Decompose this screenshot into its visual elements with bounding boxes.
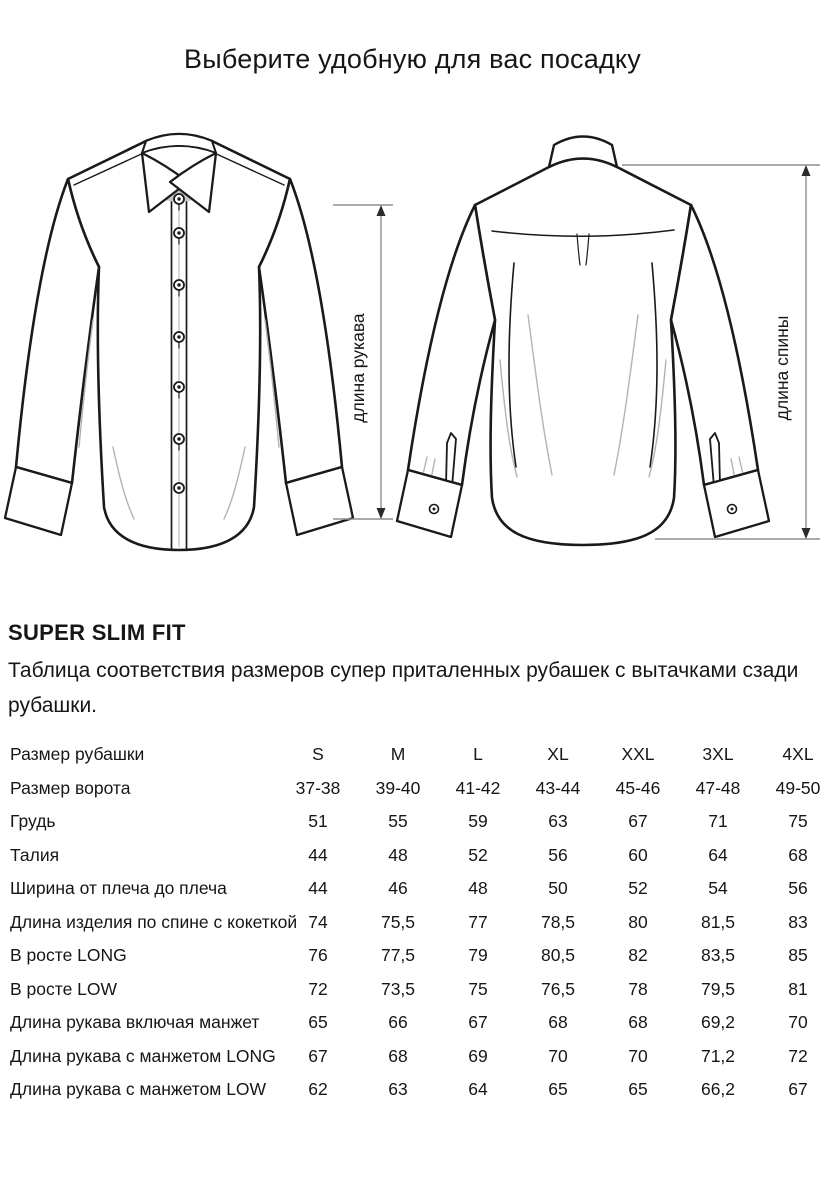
size-cell: 60: [628, 844, 648, 865]
size-header-cell: L: [473, 744, 483, 765]
size-cell: 75,5: [380, 911, 416, 932]
size-cell: 56: [548, 844, 568, 865]
size-cell: 82: [628, 945, 648, 966]
size-cell: 56: [788, 878, 808, 899]
section-heading: SUPER SLIM FIT: [8, 620, 186, 645]
size-cell: 66: [388, 1012, 408, 1033]
size-cell: 76,5: [540, 978, 576, 999]
size-cell: 70: [548, 1045, 568, 1066]
size-cell: 66,2: [700, 1079, 736, 1100]
table-row: [10, 1006, 825, 1040]
size-cell: 69: [468, 1045, 488, 1066]
size-cell: 39-40: [375, 777, 421, 798]
table-row: [10, 1040, 825, 1074]
size-cell: 70: [628, 1045, 648, 1066]
size-cell: 41-42: [455, 777, 501, 798]
size-cell: 81,5: [700, 911, 736, 932]
row-label: Длина рукава включая манжет: [10, 1012, 260, 1033]
size-cell: 45-46: [615, 777, 661, 798]
size-header-cell: S: [312, 744, 324, 765]
size-cell: 59: [468, 811, 488, 832]
size-cell: 49-50: [775, 777, 821, 798]
size-cell: 48: [468, 878, 488, 899]
size-cell: 43-44: [535, 777, 581, 798]
size-cell: 78: [628, 978, 648, 999]
size-cell: 46: [388, 878, 408, 899]
size-cell: 73,5: [380, 978, 416, 999]
size-cell: 54: [708, 878, 728, 899]
size-header-cell: M: [390, 744, 406, 765]
row-label: Длина рукава с манжетом LOW: [10, 1079, 267, 1100]
size-cell: 83: [788, 911, 808, 932]
size-cell: 67: [308, 1045, 328, 1066]
shirt-diagram: [0, 115, 825, 565]
size-table: [10, 738, 825, 1107]
size-cell: 63: [548, 811, 568, 832]
page-title: Выберите удобную для вас посадку: [184, 44, 641, 74]
row-label: Длина изделия по спине с кокеткой: [10, 911, 298, 932]
size-cell: 78,5: [540, 911, 576, 932]
size-cell: 77,5: [380, 945, 416, 966]
size-cell: 47-48: [695, 777, 741, 798]
table-row: [10, 839, 825, 873]
size-cell: 76: [308, 945, 328, 966]
size-header-cell: XXL: [621, 744, 655, 765]
table-row: [10, 872, 825, 906]
row-label: Ширина от плеча до плеча: [10, 878, 227, 899]
size-header-cell: 4XL: [782, 744, 814, 765]
table-row: [10, 1073, 825, 1107]
size-cell: 52: [468, 844, 488, 865]
size-cell: 77: [468, 911, 488, 932]
shirt-back-drawing: [397, 137, 769, 546]
size-cell: 51: [308, 811, 328, 832]
table-row: [10, 939, 825, 973]
size-cell: 65: [308, 1012, 328, 1033]
size-cell: 83,5: [700, 945, 736, 966]
size-cell: 74: [308, 911, 328, 932]
size-cell: 68: [388, 1045, 408, 1066]
size-cell: 81: [788, 978, 808, 999]
table-header-row: [10, 738, 825, 772]
row-label: Длина рукава с манжетом LONG: [10, 1045, 276, 1066]
size-cell: 37-38: [295, 777, 341, 798]
size-cell: 64: [708, 844, 728, 865]
sleeve-length-label: длина рукава: [348, 313, 368, 423]
size-cell: 80: [628, 911, 648, 932]
size-cell: 85: [788, 945, 808, 966]
table-row: [10, 772, 825, 806]
size-cell: 48: [388, 844, 408, 865]
size-cell: 71,2: [700, 1045, 736, 1066]
size-cell: 70: [788, 1012, 808, 1033]
size-cell: 50: [548, 878, 568, 899]
size-header-cell: 3XL: [702, 744, 734, 765]
size-cell: 65: [548, 1079, 568, 1100]
size-cell: 67: [468, 1012, 488, 1033]
row-label: В росте LOW: [10, 978, 118, 999]
size-cell: 67: [628, 811, 648, 832]
size-cell: 79,5: [700, 978, 736, 999]
size-cell: 68: [628, 1012, 648, 1033]
size-cell: 55: [388, 811, 408, 832]
table-row: [10, 805, 825, 839]
row-label: В росте LONG: [10, 945, 127, 966]
size-cell: 75: [468, 978, 488, 999]
size-cell: 69,2: [700, 1012, 736, 1033]
size-cell: 68: [548, 1012, 568, 1033]
size-cell: 44: [308, 844, 328, 865]
size-cell: 68: [788, 844, 808, 865]
size-cell: 80,5: [540, 945, 576, 966]
size-cell: 71: [708, 811, 728, 832]
size-cell: 72: [308, 978, 328, 999]
row-label: Размер рубашки: [10, 744, 145, 765]
size-cell: 62: [308, 1079, 328, 1100]
row-label: Грудь: [10, 811, 56, 832]
size-cell: 63: [388, 1079, 408, 1100]
back-length-label: длина спины: [772, 315, 792, 421]
size-header-cell: XL: [547, 744, 569, 765]
size-cell: 67: [788, 1079, 808, 1100]
size-cell: 44: [308, 878, 328, 899]
row-label: Размер ворота: [10, 777, 131, 798]
table-row: [10, 973, 825, 1007]
section-description: Таблица соответствия размеров супер приталенных рубашек с вытачками сзади рубашки.: [8, 659, 799, 717]
size-cell: 52: [628, 878, 648, 899]
row-label: Талия: [10, 844, 60, 865]
size-cell: 75: [788, 811, 808, 832]
size-cell: 64: [468, 1079, 488, 1100]
size-cell: 79: [468, 945, 488, 966]
shirt-front-drawing: [5, 134, 353, 550]
size-cell: 72: [788, 1045, 808, 1066]
table-row: [10, 906, 825, 940]
size-cell: 65: [628, 1079, 648, 1100]
